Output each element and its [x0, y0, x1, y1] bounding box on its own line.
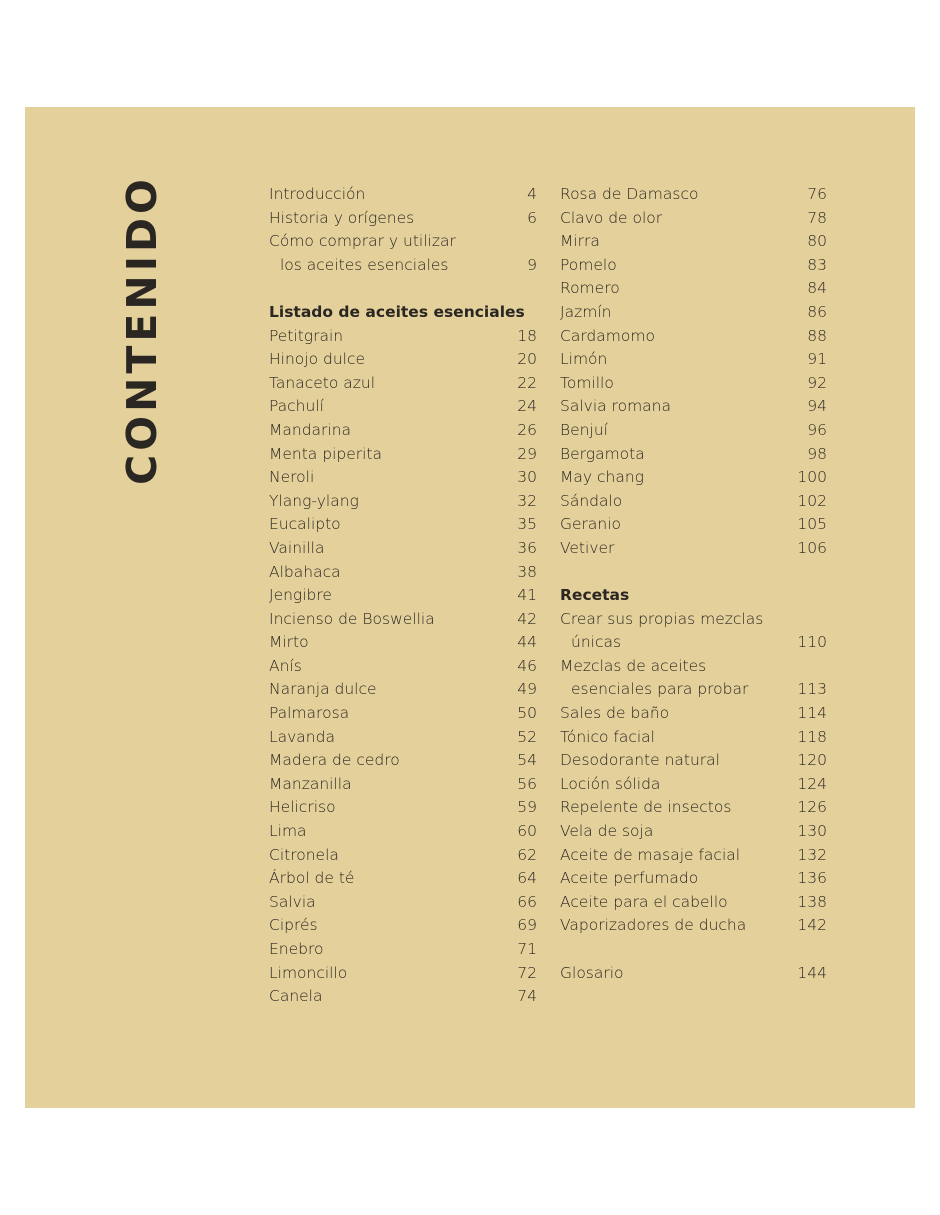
toc-entry[interactable]: [560, 773, 827, 797]
toc-entry-title: Desodorante natural: [560, 751, 720, 770]
toc-entry[interactable]: [269, 631, 537, 655]
toc-entry-title: Pachulí: [269, 397, 324, 416]
toc-entry[interactable]: [560, 466, 827, 490]
toc-entry-title: Jengibre: [269, 586, 332, 605]
toc-entry-page: 118: [797, 727, 827, 746]
toc-entry[interactable]: [269, 773, 537, 797]
toc-entry-title: Romero: [560, 279, 620, 298]
toc-entry[interactable]: [269, 183, 537, 207]
toc-entry-title: Tanaceto azul: [269, 373, 376, 392]
toc-entry-page: 94: [807, 397, 827, 416]
toc-entry-title: Vetiver: [560, 538, 615, 557]
toc-entry-page: 44: [517, 633, 537, 652]
toc-entry[interactable]: [560, 348, 827, 372]
toc-entry[interactable]: [269, 325, 537, 349]
toc-entry-title: May chang: [560, 468, 644, 487]
toc-entry[interactable]: [560, 325, 827, 349]
toc-entry[interactable]: [269, 844, 537, 868]
toc-entry-title: Tomillo: [560, 373, 614, 392]
section-heading: [269, 301, 537, 325]
toc-entry-title: los aceites esenciales: [280, 255, 449, 274]
toc-entry[interactable]: [560, 537, 827, 561]
toc-entry[interactable]: [560, 820, 827, 844]
toc-entry-title: Vaporizadores de ducha: [560, 916, 747, 935]
toc-entry-title: Pomelo: [560, 255, 617, 274]
toc-entry[interactable]: [560, 678, 827, 702]
toc-entry[interactable]: [560, 891, 827, 915]
toc-entry[interactable]: [560, 372, 827, 396]
toc-entry[interactable]: [269, 962, 537, 986]
toc-spacer: [560, 938, 827, 962]
toc-entry-title: Manzanilla: [269, 774, 352, 793]
toc-entry-page: 110: [797, 633, 827, 652]
toc-entry-title: Limoncillo: [269, 963, 348, 982]
toc-entry-title: Ylang-ylang: [269, 491, 359, 510]
toc-entry-page: 142: [797, 916, 827, 935]
toc-entry-page: 66: [517, 892, 537, 911]
toc-entry-title: Listado de aceites esenciales: [269, 302, 525, 321]
toc-entry-title: Salvia romana: [560, 397, 671, 416]
toc-entry-title: Mirto: [269, 633, 309, 652]
toc-entry-page: 78: [807, 208, 827, 227]
toc-entry[interactable]: [560, 749, 827, 773]
toc-entry[interactable]: [560, 962, 827, 986]
toc-entry-title: Bergamota: [560, 444, 645, 463]
toc-spacer: [269, 277, 537, 301]
toc-entry-page: 80: [807, 232, 827, 251]
toc-entry-title: Jazmín: [560, 302, 612, 321]
toc-entry[interactable]: [560, 183, 827, 207]
toc-entry-page: 18: [517, 326, 537, 345]
toc-entry-page: 9: [527, 255, 537, 274]
toc-entry-title: Neroli: [269, 468, 315, 487]
toc-entry-page: 102: [797, 491, 827, 510]
toc-entry-title: Árbol de té: [269, 869, 355, 888]
toc-entry[interactable]: [560, 207, 827, 231]
toc-entry-page: 64: [517, 869, 537, 888]
toc-entry[interactable]: [560, 490, 827, 514]
toc-entry-title: Anís: [269, 656, 302, 675]
toc-entry[interactable]: [269, 867, 537, 891]
toc-entry-page: 114: [797, 704, 827, 723]
toc-entry-title: Hinojo dulce: [269, 350, 366, 369]
toc-entry[interactable]: [560, 796, 827, 820]
toc-entry-title: Vela de soja: [560, 822, 654, 841]
toc-entry-page: 100: [797, 468, 827, 487]
section-heading: [560, 584, 827, 608]
toc-entry-page: 26: [517, 420, 537, 439]
toc-entry[interactable]: [269, 513, 537, 537]
toc-entry-page: 126: [797, 798, 827, 817]
toc-entry[interactable]: [269, 891, 537, 915]
toc-entry-title: Madera de cedro: [269, 751, 400, 770]
toc-entry[interactable]: [269, 914, 537, 938]
toc-entry[interactable]: [560, 513, 827, 537]
toc-entry[interactable]: [560, 277, 827, 301]
toc-entry-title: Incienso de Boswellia: [269, 609, 435, 628]
toc-entry-title: Clavo de olor: [560, 208, 663, 227]
toc-entry-title: Rosa de Damasco: [560, 185, 699, 203]
toc-entry-page: 42: [517, 609, 537, 628]
toc-entry-title: Petitgrain: [269, 326, 344, 345]
toc-entry-page: 62: [517, 845, 537, 864]
toc-entry-title: Albahaca: [269, 562, 341, 581]
toc-entry-title: Salvia: [269, 892, 316, 911]
toc-entry-title: Mezclas de aceites: [560, 656, 707, 675]
toc-entry[interactable]: [269, 938, 537, 962]
toc-entry-title: Sales de baño: [560, 704, 670, 723]
toc-entry-title: Menta piperita: [269, 444, 383, 463]
toc-entry-page: 74: [517, 987, 537, 1006]
toc-entry[interactable]: [269, 254, 537, 278]
toc-entry[interactable]: [560, 631, 827, 655]
toc-entry-page: 138: [797, 892, 827, 911]
toc-entry-page: 83: [807, 255, 827, 274]
toc-entry-page: 105: [797, 515, 827, 534]
toc-entry-title: Naranja dulce: [269, 680, 377, 699]
toc-entry[interactable]: [560, 608, 827, 632]
toc-entry-title: Aceite para el cabello: [560, 892, 728, 911]
toc-entry-page: 98: [807, 444, 827, 463]
toc-entry[interactable]: [560, 230, 827, 254]
toc-entry-page: 130: [797, 822, 827, 841]
toc-entry[interactable]: [269, 443, 537, 467]
toc-entry-page: 124: [797, 774, 827, 793]
toc-entry-page: 59: [517, 798, 537, 817]
toc-entry[interactable]: [269, 584, 537, 608]
toc-entry-title: únicas: [571, 633, 622, 652]
toc-entry-page: 106: [797, 538, 827, 557]
toc-entry-title: Helicriso: [269, 798, 336, 817]
toc-entry[interactable]: [560, 655, 827, 679]
toc-entry-page: 91: [807, 350, 827, 369]
toc-entry-title: Introducción: [269, 185, 366, 203]
toc-entry[interactable]: [269, 207, 537, 231]
toc-entry-title: Cómo comprar y utilizar: [269, 232, 456, 251]
toc-entry-page: 60: [517, 822, 537, 841]
toc-entry-title: Crear sus propias mezclas: [560, 609, 764, 628]
toc-entry-page: 52: [517, 727, 537, 746]
toc-entry[interactable]: [269, 466, 537, 490]
toc-entry[interactable]: [560, 419, 827, 443]
toc-entry-page: 6: [527, 208, 537, 227]
toc-entry[interactable]: [269, 395, 537, 419]
toc-entry-page: 96: [807, 420, 827, 439]
toc-entry-title: Sándalo: [560, 491, 623, 510]
toc-entry[interactable]: [269, 985, 537, 1009]
toc-entry-page: 71: [517, 940, 537, 958]
toc-entry-title: Canela: [269, 987, 323, 1006]
toc-entry-title: Enebro: [269, 940, 324, 958]
toc-column-right: [560, 183, 827, 985]
toc-entry-title: Lavanda: [269, 727, 335, 746]
toc-entry-page: 86: [807, 302, 827, 321]
toc-entry-title: Mandarina: [269, 420, 352, 439]
toc-entry[interactable]: [269, 796, 537, 820]
toc-entry[interactable]: [269, 749, 537, 773]
toc-entry-title: Aceite perfumado: [560, 869, 699, 888]
toc-entry-page: 35: [517, 515, 537, 534]
toc-entry-title: Palmarosa: [269, 704, 350, 723]
toc-entry-page: 144: [797, 963, 827, 982]
toc-entry-title: Benjuí: [560, 420, 608, 439]
toc-entry-page: 4: [527, 185, 537, 203]
toc-entry-page: 136: [797, 869, 827, 888]
toc-entry-title: Mirra: [560, 232, 600, 251]
toc-entry[interactable]: [269, 419, 537, 443]
toc-entry-page: 46: [517, 656, 537, 675]
toc-entry[interactable]: [560, 726, 827, 750]
toc-entry-title: Historia y orígenes: [269, 208, 415, 227]
toc-entry[interactable]: [269, 820, 537, 844]
toc-entry[interactable]: [560, 301, 827, 325]
toc-entry-title: Ciprés: [269, 916, 318, 935]
toc-entry[interactable]: [560, 443, 827, 467]
toc-entry-page: 20: [517, 350, 537, 369]
toc-entry-page: 22: [517, 373, 537, 392]
toc-entry[interactable]: [269, 537, 537, 561]
toc-entry-title: Repelente de insectos: [560, 798, 732, 817]
toc-entry-page: 84: [807, 279, 827, 298]
toc-entry-page: 88: [807, 326, 827, 345]
toc-entry-page: 50: [517, 704, 537, 723]
toc-entry-page: 72: [517, 963, 537, 982]
toc-entry-title: Citronela: [269, 845, 339, 864]
toc-entry[interactable]: [269, 655, 537, 679]
toc-entry-title: esenciales para probar: [571, 680, 749, 699]
toc-entry[interactable]: [269, 230, 537, 254]
toc-entry-title: Vainilla: [269, 538, 325, 557]
toc-entry-page: 120: [797, 751, 827, 770]
toc-entry-page: 76: [807, 185, 827, 203]
toc-entry-title: Recetas: [560, 586, 630, 605]
toc-entry[interactable]: [560, 844, 827, 868]
toc-entry-page: 69: [517, 916, 537, 935]
toc-entry-title: Cardamomo: [560, 326, 655, 345]
toc-entry[interactable]: [269, 372, 537, 396]
toc-entry[interactable]: [269, 608, 537, 632]
toc-entry[interactable]: [560, 702, 827, 726]
toc-entry-page: 113: [797, 680, 827, 699]
contents-title: CONTENIDO: [118, 175, 166, 485]
toc-entry-page: 132: [797, 845, 827, 864]
toc-entry-page: 30: [517, 468, 537, 487]
toc-entry[interactable]: [560, 914, 827, 938]
toc-entry-title: Tónico facial: [560, 727, 655, 746]
toc-entry-title: Loción sólida: [560, 774, 661, 793]
toc-entry-page: 41: [517, 586, 537, 605]
toc-entry[interactable]: [560, 395, 827, 419]
toc-entry-page: 49: [517, 680, 537, 699]
toc-spacer: [560, 561, 827, 585]
toc-entry-title: Aceite de masaje facial: [560, 845, 741, 864]
toc-entry-page: 32: [517, 491, 537, 510]
toc-entry[interactable]: [560, 867, 827, 891]
toc-entry-title: Limón: [560, 350, 608, 369]
toc-entry[interactable]: [269, 702, 537, 726]
toc-entry[interactable]: [269, 726, 537, 750]
toc-entry-page: 24: [517, 397, 537, 416]
toc-entry-page: 38: [517, 562, 537, 581]
toc-entry[interactable]: [269, 490, 537, 514]
toc-entry[interactable]: [269, 561, 537, 585]
toc-entry-page: 29: [517, 444, 537, 463]
toc-entry-page: 92: [807, 373, 827, 392]
toc-entry[interactable]: [560, 254, 827, 278]
toc-column-left: [269, 183, 537, 1009]
toc-entry-title: Lima: [269, 822, 307, 841]
toc-entry-page: 54: [517, 751, 537, 770]
toc-entry-title: Geranio: [560, 515, 622, 534]
toc-entry-title: Glosario: [560, 963, 624, 982]
toc-entry-page: 36: [517, 538, 537, 557]
toc-entry-title: Eucalipto: [269, 515, 341, 534]
toc-entry[interactable]: [269, 678, 537, 702]
toc-entry-page: 56: [517, 774, 537, 793]
toc-entry[interactable]: [269, 348, 537, 372]
